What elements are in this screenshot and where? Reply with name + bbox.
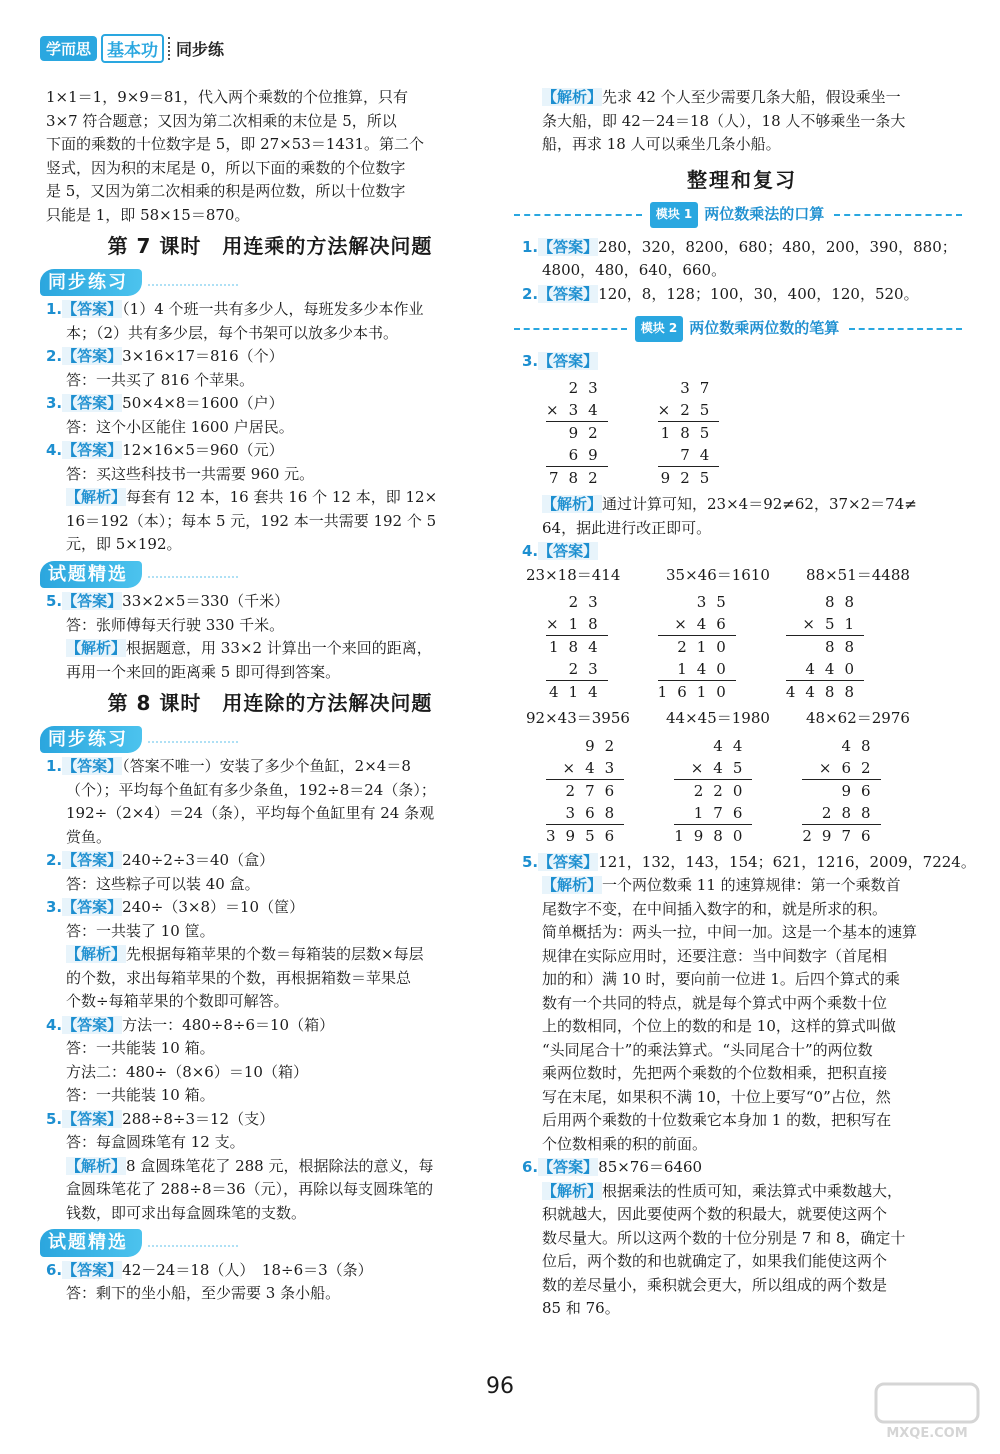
module-2-title: 两位数乘两位数的笔算 <box>689 319 840 337</box>
line-text: 4800，480，640，660。 <box>542 261 727 279</box>
calc-row-p1: 276 <box>565 781 625 800</box>
text-line <box>522 1015 962 1039</box>
text-line <box>522 133 962 157</box>
line-text: 240÷（3×8）＝10（筐） <box>122 898 305 916</box>
text-line <box>522 1297 962 1321</box>
question-number: 2. <box>46 851 63 869</box>
line-text: 8 盒圆珠笔花了 288 元，根据除法的意义，每 <box>126 1156 434 1175</box>
selected-questions-banner: 试题精选 <box>40 561 142 589</box>
lesson-8-title: 第 8 课时 用连除的方法解决问题 <box>107 691 433 715</box>
line-text: 钱数，即可求出每盒圆珠笔的支数。 <box>66 1203 307 1222</box>
answer-tag: 【答案】 <box>62 1260 123 1279</box>
calc-row-b: ×34 <box>546 401 608 419</box>
line-text: 后用两个乘数的十位数乘它本身加 1 的数，把积写在 <box>542 1111 892 1129</box>
line-text: 12×16×5＝960（元） <box>122 441 284 459</box>
line-text: 42－24＝18（人） 18÷6＝3（条） <box>122 1260 373 1279</box>
calc-row-res: 414 <box>549 683 608 701</box>
text-line <box>46 826 494 850</box>
line-text: 50×4×8＝1600（户） <box>122 394 284 412</box>
question-number: 3. <box>46 898 63 916</box>
module-1-answers <box>522 236 962 307</box>
answer-tag: 【答案】 <box>62 347 123 365</box>
calc-row-p2: 440 <box>805 660 865 678</box>
calc-row-p2: 368 <box>565 803 625 822</box>
text-line <box>522 1227 962 1251</box>
line-text: 答：一共装了 10 筐。 <box>66 921 215 940</box>
calc-row-a: 37 <box>680 379 720 397</box>
calc-row-a: 35 <box>696 593 736 611</box>
line-text: 上的数相同，个位上的数的和是 10，这样的算式叫做 <box>542 1017 896 1035</box>
equation: 23×18＝414 <box>526 565 621 584</box>
calc-row-res: 2976 <box>802 826 881 845</box>
text-line <box>46 1014 494 1038</box>
watermark-text: MXQE.COM <box>886 1426 968 1441</box>
text-line <box>46 967 494 991</box>
text-line <box>522 86 962 110</box>
text-line <box>522 259 962 283</box>
selected-questions-banner: 试题精选 <box>40 1229 142 1257</box>
line-text: 简单概括为：两头一拉，中间一加。这是一个基本的速算 <box>542 923 918 941</box>
text-line <box>522 921 962 945</box>
analysis-tag: 【解析】 <box>542 88 603 106</box>
text-line <box>46 755 494 779</box>
calc-row-b: ×25 <box>657 401 720 419</box>
text-line <box>522 283 962 307</box>
text-line <box>46 1202 494 1226</box>
watermark-logo <box>872 1380 982 1442</box>
line-text: 数有一个共同的特点，就是每个算式中两个乘数十位 <box>542 993 888 1012</box>
line-text: 答：张师傅每天行驶 330 千米。 <box>66 615 285 634</box>
text-line <box>522 851 976 875</box>
text-line <box>46 369 494 393</box>
equation: 88×51＝4488 <box>806 565 910 584</box>
text-line <box>46 943 494 967</box>
equation: 44×45＝1980 <box>666 709 770 727</box>
vertical-multiplication <box>674 735 752 847</box>
line-text: （答案不唯一）安装了多少个鱼缸，2×4＝8 <box>122 757 411 775</box>
line-text: 85×76＝6460 <box>598 1158 703 1176</box>
vertical-multiplication <box>658 377 720 489</box>
calc-row-p2: 288 <box>821 803 881 822</box>
line-text: 240÷2÷3＝40（盒） <box>122 851 275 869</box>
line-text: 个位数相乘的积的前面。 <box>542 1134 708 1153</box>
line-text: 位后，两个数的和也就确定了，如果我们能使这两个 <box>542 1252 888 1270</box>
text-line <box>46 510 494 534</box>
calc-row-p1: 92 <box>568 424 608 442</box>
question-number: 5. <box>46 1109 63 1128</box>
text-line <box>46 802 494 826</box>
text-line: 下面的乘数的十位数字是 5，即 27×53＝1431。第二个 <box>46 135 424 153</box>
text-line <box>522 1156 962 1180</box>
vertical-multiplication <box>786 591 864 703</box>
sync-practice-banner: 同步练习 <box>40 726 142 754</box>
vertical-multiplication <box>658 591 736 703</box>
line-text: 尾数字不变，在中间插入数字的和，就是所求的积。 <box>542 899 888 918</box>
line-text: 个数÷每箱苹果的个数即可解答。 <box>66 992 289 1010</box>
line-text: “头同尾合十”的乘法算式。“头同尾合十”的两位数 <box>542 1040 873 1059</box>
calc-row-a: 88 <box>824 593 865 611</box>
text-line <box>46 1108 494 1132</box>
analysis-tag: 【解析】 <box>542 1181 603 1200</box>
text-line <box>46 849 494 873</box>
calc-row-res: 925 <box>660 469 720 487</box>
intro-paragraph <box>46 86 494 227</box>
question-number: 5. <box>522 852 539 871</box>
module-2-answers <box>522 851 976 1321</box>
line-text: 乘两位数时，先把两个乘数的个位数相乘，把积直接 <box>542 1064 888 1082</box>
text-line <box>522 1039 962 1063</box>
calc-row-p1: 220 <box>693 781 753 800</box>
equation: 35×46＝1610 <box>666 565 770 584</box>
line-text: 16＝192（本）；每本 5 元，192 本一共需要 192 个 5 <box>66 511 437 530</box>
vertical-multiplication <box>546 735 624 847</box>
text-line <box>522 1180 962 1204</box>
q4-equations-row-2 <box>526 707 962 731</box>
line-text: 规律在实际应用时，还要注意：当中间数字（首尾相 <box>542 946 888 965</box>
line-text: 3×16×17＝816（个） <box>122 347 284 365</box>
analysis-tag: 【解析】 <box>542 876 603 894</box>
line-text: 288÷8÷3＝12（支） <box>122 1109 275 1128</box>
text-line: 竖式，因为积的末尾是 0，所以下面的乘数的个位数字 <box>46 158 406 177</box>
text-line <box>522 1203 962 1227</box>
answer-tag: 【答案】 <box>62 757 123 775</box>
line-text: 答：每盒圆珠笔有 12 支。 <box>66 1133 245 1151</box>
text-line <box>522 1086 962 1110</box>
text-line <box>46 322 494 346</box>
line-text: 答：买这些科技书一共需要 960 元。 <box>66 464 315 483</box>
text-line <box>522 874 962 898</box>
line-text: 方法一：480÷8÷6＝10（箱） <box>122 1015 335 1034</box>
lesson-7-selected-answers <box>46 590 494 684</box>
question-number: 5. <box>46 592 63 610</box>
line-text: 条大船，即 42－24＝18（人），18 人不够乘坐一条大 <box>542 111 906 130</box>
line-text: 船，再求 18 人可以乘坐几条小船。 <box>542 135 781 153</box>
answer-tag: 【答案】 <box>538 852 599 871</box>
vertical-multiplication <box>546 377 608 489</box>
brand-part-3: 同步练 <box>168 37 224 60</box>
review-title: 整理和复习 <box>687 167 797 192</box>
text-line <box>522 1133 962 1157</box>
line-text: 先求 42 个人至少需要几条大船，假设乘坐一 <box>602 88 901 106</box>
line-text: 本；（2）共有多少层，每个书架可以放多少本书。 <box>66 323 399 342</box>
q4-vertical-calcs-1 <box>546 591 962 703</box>
analysis-tag: 【解析】 <box>66 488 127 506</box>
line-text: 答：这些粽子可以装 40 盒。 <box>66 874 260 893</box>
text-line <box>46 1178 494 1202</box>
q4-equations-row-1 <box>526 564 962 588</box>
analysis-tag: 【解析】 <box>66 945 127 963</box>
calc-row-a: 23 <box>568 593 608 611</box>
calc-row-p2: 74 <box>680 446 720 464</box>
text-line <box>46 439 494 463</box>
text-line <box>46 392 494 416</box>
module-2-header <box>514 316 962 342</box>
right-column <box>522 86 976 1321</box>
text-line <box>46 873 494 897</box>
line-text: 答：一共能装 10 箱。 <box>66 1039 215 1057</box>
lesson-7-title: 第 7 课时 用连乘的方法解决问题 <box>107 234 433 258</box>
equation: 92×43＝3956 <box>526 709 630 727</box>
calc-row-b: ×43 <box>562 758 625 777</box>
question-number: 3. <box>46 394 63 412</box>
equation: 48×62＝2976 <box>806 709 910 727</box>
line-text: 积就越大，因此要使两个数的积最大，就要使这两个 <box>542 1205 888 1223</box>
lesson-7-answers <box>46 298 494 557</box>
answer-tag: 【答案】 <box>538 351 599 370</box>
line-text: 33×2×5＝330（千米） <box>122 592 290 610</box>
text-line <box>46 463 494 487</box>
calc-row-p1: 88 <box>824 638 865 656</box>
line-text: 280，320，8200，680；480，200，390，880； <box>598 237 957 256</box>
q4-number: 4. <box>522 542 539 560</box>
answer-tag: 【答案】 <box>62 394 123 412</box>
calc-row-p1: 184 <box>549 638 608 656</box>
line-text: 加的和）满 10 时，要向前一位进 1。后四个算式的乘 <box>542 970 900 988</box>
text-line <box>46 1061 494 1085</box>
calc-row-p1: 185 <box>660 424 720 442</box>
q3-analysis <box>522 493 962 540</box>
calc-row-res: 1610 <box>657 683 736 701</box>
text-line <box>46 1037 494 1061</box>
calc-row-b: ×45 <box>690 758 753 777</box>
question-number: 2. <box>46 347 63 365</box>
vertical-multiplication <box>802 735 880 847</box>
calc-row-a: 44 <box>713 736 753 755</box>
question-number: 1. <box>46 300 63 318</box>
calc-row-b: ×18 <box>546 615 608 633</box>
line-text: 一个两位数乘 11 的速算规律：第一个乘数首 <box>602 876 901 894</box>
text-line <box>46 614 494 638</box>
question-number: 2. <box>522 284 539 303</box>
brand-part-1: 学而思 <box>40 36 97 61</box>
line-text: （个）；平均每个鱼缸有多少条鱼，192÷8＝24（条）； <box>66 780 436 799</box>
calc-row-b: ×51 <box>802 615 865 633</box>
question-number: 4. <box>46 1015 63 1034</box>
module-1-tag: 模块 1 <box>650 202 699 228</box>
analysis-tag: 【解析】 <box>66 1156 127 1175</box>
module-2-tag: 模块 2 <box>635 316 684 342</box>
line-text: 121，132，143，154；621，1216，2009，7224。 <box>598 852 976 871</box>
answer-tag: 【答案】 <box>538 542 599 560</box>
text-line <box>522 517 962 541</box>
calc-row-p2: 140 <box>677 660 736 678</box>
answer-tag: 【答案】 <box>62 898 123 916</box>
line-text: 数尽量大。所以这两个数的十位分别是 7 和 8，确定十 <box>542 1228 906 1247</box>
module-1-title: 两位数乘法的口算 <box>704 205 825 223</box>
text-line: 只能是 1，即 58×15＝870。 <box>46 205 250 224</box>
line-text: 方法二：480÷（8×6）＝10（箱） <box>66 1062 308 1081</box>
line-text: 元，即 5×192。 <box>66 535 182 553</box>
text-line <box>522 236 962 260</box>
analysis-tag: 【解析】 <box>542 495 603 513</box>
line-text: 根据乘法的性质可知，乘法算式中乘数越大， <box>602 1181 903 1200</box>
calc-row-res: 3956 <box>546 826 625 845</box>
calc-row-a: 92 <box>585 736 625 755</box>
text-line: 是 5，又因为第二次相乘的积是两位数，所以十位数字 <box>46 182 406 200</box>
text-line <box>46 345 494 369</box>
text-line <box>522 945 962 969</box>
text-line <box>46 486 494 510</box>
text-line <box>522 1274 962 1298</box>
text-line <box>46 1084 494 1108</box>
calc-row-b: ×46 <box>674 615 736 633</box>
answer-tag: 【答案】 <box>538 1158 599 1176</box>
calc-row-p2: 176 <box>693 803 753 822</box>
question-number: 6. <box>522 1158 539 1176</box>
line-text: 赏鱼。 <box>66 827 112 846</box>
sync-practice-banner: 同步练习 <box>40 269 142 297</box>
line-text: 数的差尽量小，乘积就会更大，所以组成的两个数是 <box>542 1275 888 1294</box>
calc-row-p2: 23 <box>568 660 608 678</box>
text-line <box>46 416 494 440</box>
left-column <box>46 86 494 1306</box>
text-line <box>46 590 494 614</box>
line-text: 通过计算可知，23×4＝92≠62，37×2＝74≠ <box>602 495 917 513</box>
text-line <box>46 298 494 322</box>
text-line: 3×7 符合题意；又因为第二次相乘的末位是 5，所以 <box>46 111 397 130</box>
q4-vertical-calcs-2 <box>546 735 962 847</box>
calc-row-p1: 210 <box>677 638 736 656</box>
calc-row-b: ×62 <box>818 758 881 777</box>
text-line <box>46 637 494 661</box>
line-text: 答：一共能装 10 箱。 <box>66 1086 215 1104</box>
line-text: 85 和 76。 <box>542 1299 620 1317</box>
text-line <box>522 1062 962 1086</box>
line-text: 写在末尾，如果积不满 10，十位上要写“0”占位，然 <box>542 1087 891 1106</box>
answer-tag: 【答案】 <box>538 237 599 256</box>
q3-number: 3. <box>522 351 539 370</box>
text-line <box>522 992 962 1016</box>
calc-row-a: 23 <box>568 379 608 397</box>
text-line <box>522 1109 962 1133</box>
calc-row-res: 1980 <box>674 826 753 845</box>
text-line <box>46 990 494 1014</box>
answer-tag: 【答案】 <box>62 592 123 610</box>
question-number: 1. <box>522 237 539 256</box>
line-text: 的个数，求出每箱苹果的个数，再根据箱数＝苹果总 <box>66 968 412 987</box>
text-line <box>46 779 494 803</box>
text-line <box>46 661 494 685</box>
text-line <box>46 1259 494 1283</box>
line-text: 120，8，128；100，30，400，120，520。 <box>598 284 919 303</box>
line-text: 答：剩下的坐小船，至少需要 3 条小船。 <box>66 1284 341 1302</box>
calc-row-p2: 69 <box>568 446 608 464</box>
text-line <box>46 1131 494 1155</box>
analysis-tag: 【解析】 <box>66 639 127 657</box>
calc-row-p1: 96 <box>841 781 881 800</box>
text-line: 1×1＝1，9×9＝81，代入两个乘数的个位推算，只有 <box>46 88 408 106</box>
lesson-8-selected-answers <box>46 1259 494 1306</box>
line-text: 64，据此进行改正即可。 <box>542 518 712 537</box>
line-text: 答：一共买了 816 个苹果。 <box>66 370 255 389</box>
text-line <box>46 896 494 920</box>
line-text: 先根据每箱苹果的个数＝每箱装的层数×每层 <box>126 945 424 963</box>
question-number: 4. <box>46 441 63 459</box>
text-line <box>46 1155 494 1179</box>
question-number: 6. <box>46 1260 63 1279</box>
line-text: 根据题意，用 33×2 计算出一个来回的距离， <box>126 639 432 657</box>
answer-tag: 【答案】 <box>538 284 599 303</box>
text-line <box>522 968 962 992</box>
q3-vertical-calcs <box>546 377 962 489</box>
lesson-8-answers <box>46 755 494 1225</box>
text-line <box>522 110 962 134</box>
calc-row-a: 48 <box>841 736 881 755</box>
text-line <box>46 920 494 944</box>
text-line <box>522 1250 962 1274</box>
module-1-header <box>514 202 962 228</box>
page-number: 96 <box>486 1374 514 1399</box>
previous-analysis <box>522 86 962 157</box>
calc-row-res: 782 <box>549 469 608 487</box>
text-line <box>522 493 962 517</box>
answer-tag: 【答案】 <box>62 441 123 459</box>
text-line <box>46 1282 494 1306</box>
answer-tag: 【答案】 <box>62 1109 123 1128</box>
line-text: 再用一个来回的距离乘 5 即可得到答案。 <box>66 662 341 681</box>
line-text: 每套有 12 本，16 套共 16 个 12 本，即 12× <box>126 488 438 506</box>
text-line <box>522 898 962 922</box>
line-text: 192÷（2×4）＝24（条），平均每个鱼缸里有 24 条观 <box>66 804 435 822</box>
vertical-multiplication <box>546 591 608 703</box>
brand-part-2: 基本功 <box>101 34 164 63</box>
question-number: 1. <box>46 757 63 775</box>
line-text: （1）4 个班一共有多少人，每班发多少本作业 <box>122 300 424 318</box>
line-text: 盒圆珠笔花了 288÷8＝36（元），再除以每支圆珠笔的 <box>66 1180 434 1198</box>
text-line <box>46 533 494 557</box>
brand-logo <box>40 34 224 62</box>
answer-tag: 【答案】 <box>62 1015 123 1034</box>
answer-tag: 【答案】 <box>62 300 123 318</box>
line-text: 答：这个小区能住 1600 户居民。 <box>66 417 294 436</box>
answer-tag: 【答案】 <box>62 851 123 869</box>
calc-row-res: 4488 <box>785 683 865 701</box>
